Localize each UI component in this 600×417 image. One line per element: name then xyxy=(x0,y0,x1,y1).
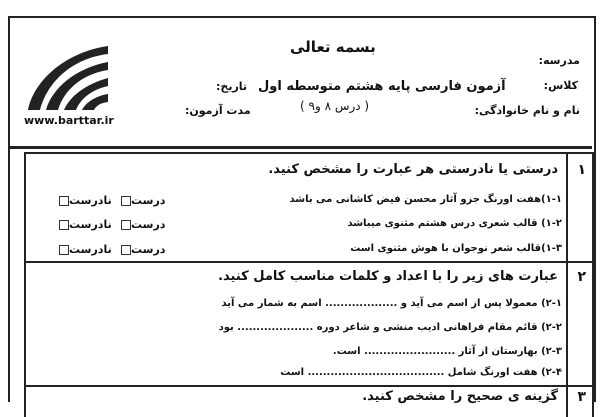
section-2 xyxy=(24,261,594,387)
checkbox-icon[interactable] xyxy=(121,220,131,230)
true-label: درست xyxy=(131,218,166,231)
date-label: تاریخ: xyxy=(216,80,248,93)
true-option-2[interactable] xyxy=(118,218,165,231)
true-label: درست xyxy=(131,194,166,207)
section-number: ۳ xyxy=(577,389,586,405)
school-label: مدرسه: xyxy=(538,54,580,67)
exam-title: آزمون فارسی پایه هشتم متوسطه اول xyxy=(258,79,506,94)
false-label: نادرست xyxy=(69,243,112,256)
page-title: بسمه تعالی xyxy=(290,38,376,56)
true-label: درست xyxy=(131,243,166,256)
statement-1: ۱-۱)هفت اورنگ جزو آثار محسن فیض کاشانی می باشد xyxy=(289,194,562,205)
section-1 xyxy=(24,152,594,263)
fill-blank-2: ۲-۲) قائم مقام فراهانی ادیب منشی و شاعر دوره .................... بود xyxy=(218,322,562,333)
true-option-3[interactable] xyxy=(118,243,165,256)
checkbox-icon[interactable] xyxy=(59,196,69,206)
false-option-1[interactable] xyxy=(56,194,112,207)
fill-blank-1: ۲-۱) معمولا پس از اسم می آید و ................... اسم به شمار می آید xyxy=(221,298,562,309)
checkbox-icon[interactable] xyxy=(59,220,69,230)
header-divider xyxy=(8,146,592,149)
false-option-2[interactable] xyxy=(56,218,112,231)
false-label: نادرست xyxy=(69,194,112,207)
section-3 xyxy=(24,385,594,417)
checkbox-icon[interactable] xyxy=(121,196,131,206)
statement-2: ۱-۲) قالب شعری درس هشتم مثنوی میباشد xyxy=(347,218,562,229)
class-label: کلاس: xyxy=(543,79,578,92)
statement-3: ۱-۳)قالب شعر نوجوان با هوش مثنوی است xyxy=(350,243,562,254)
exam-lessons: ( درس ۸ و۹ ) xyxy=(300,99,370,113)
fill-blank-3: ۲-۳) بهارستان از آثار ........................ است. xyxy=(332,346,562,357)
section-number: ۲ xyxy=(577,269,586,285)
fill-blank-4: ۲-۴) هفت اورنگ شامل .................................... است xyxy=(280,367,562,378)
duration-label: مدت آزمون: xyxy=(185,104,251,117)
false-label: نادرست xyxy=(69,218,112,231)
section-instruction: عبارت های زیر را با اعداد و کلمات مناسب کامل کنید. xyxy=(218,269,558,284)
name-label: نام و نام خانوادگی: xyxy=(474,104,580,117)
false-option-3[interactable] xyxy=(56,243,112,256)
section-number: ۱ xyxy=(577,162,586,178)
true-option-1[interactable] xyxy=(118,194,165,207)
checkbox-icon[interactable] xyxy=(59,245,69,255)
barttar-logo xyxy=(26,40,110,112)
section-instruction: درستی یا نادرستی هر عبارت را مشخص کنید. xyxy=(268,162,558,177)
checkbox-icon[interactable] xyxy=(121,245,131,255)
website-text: www.barttar.ir xyxy=(24,114,114,127)
section-instruction: گزینه ی صحیح را مشخص کنید. xyxy=(362,389,558,404)
